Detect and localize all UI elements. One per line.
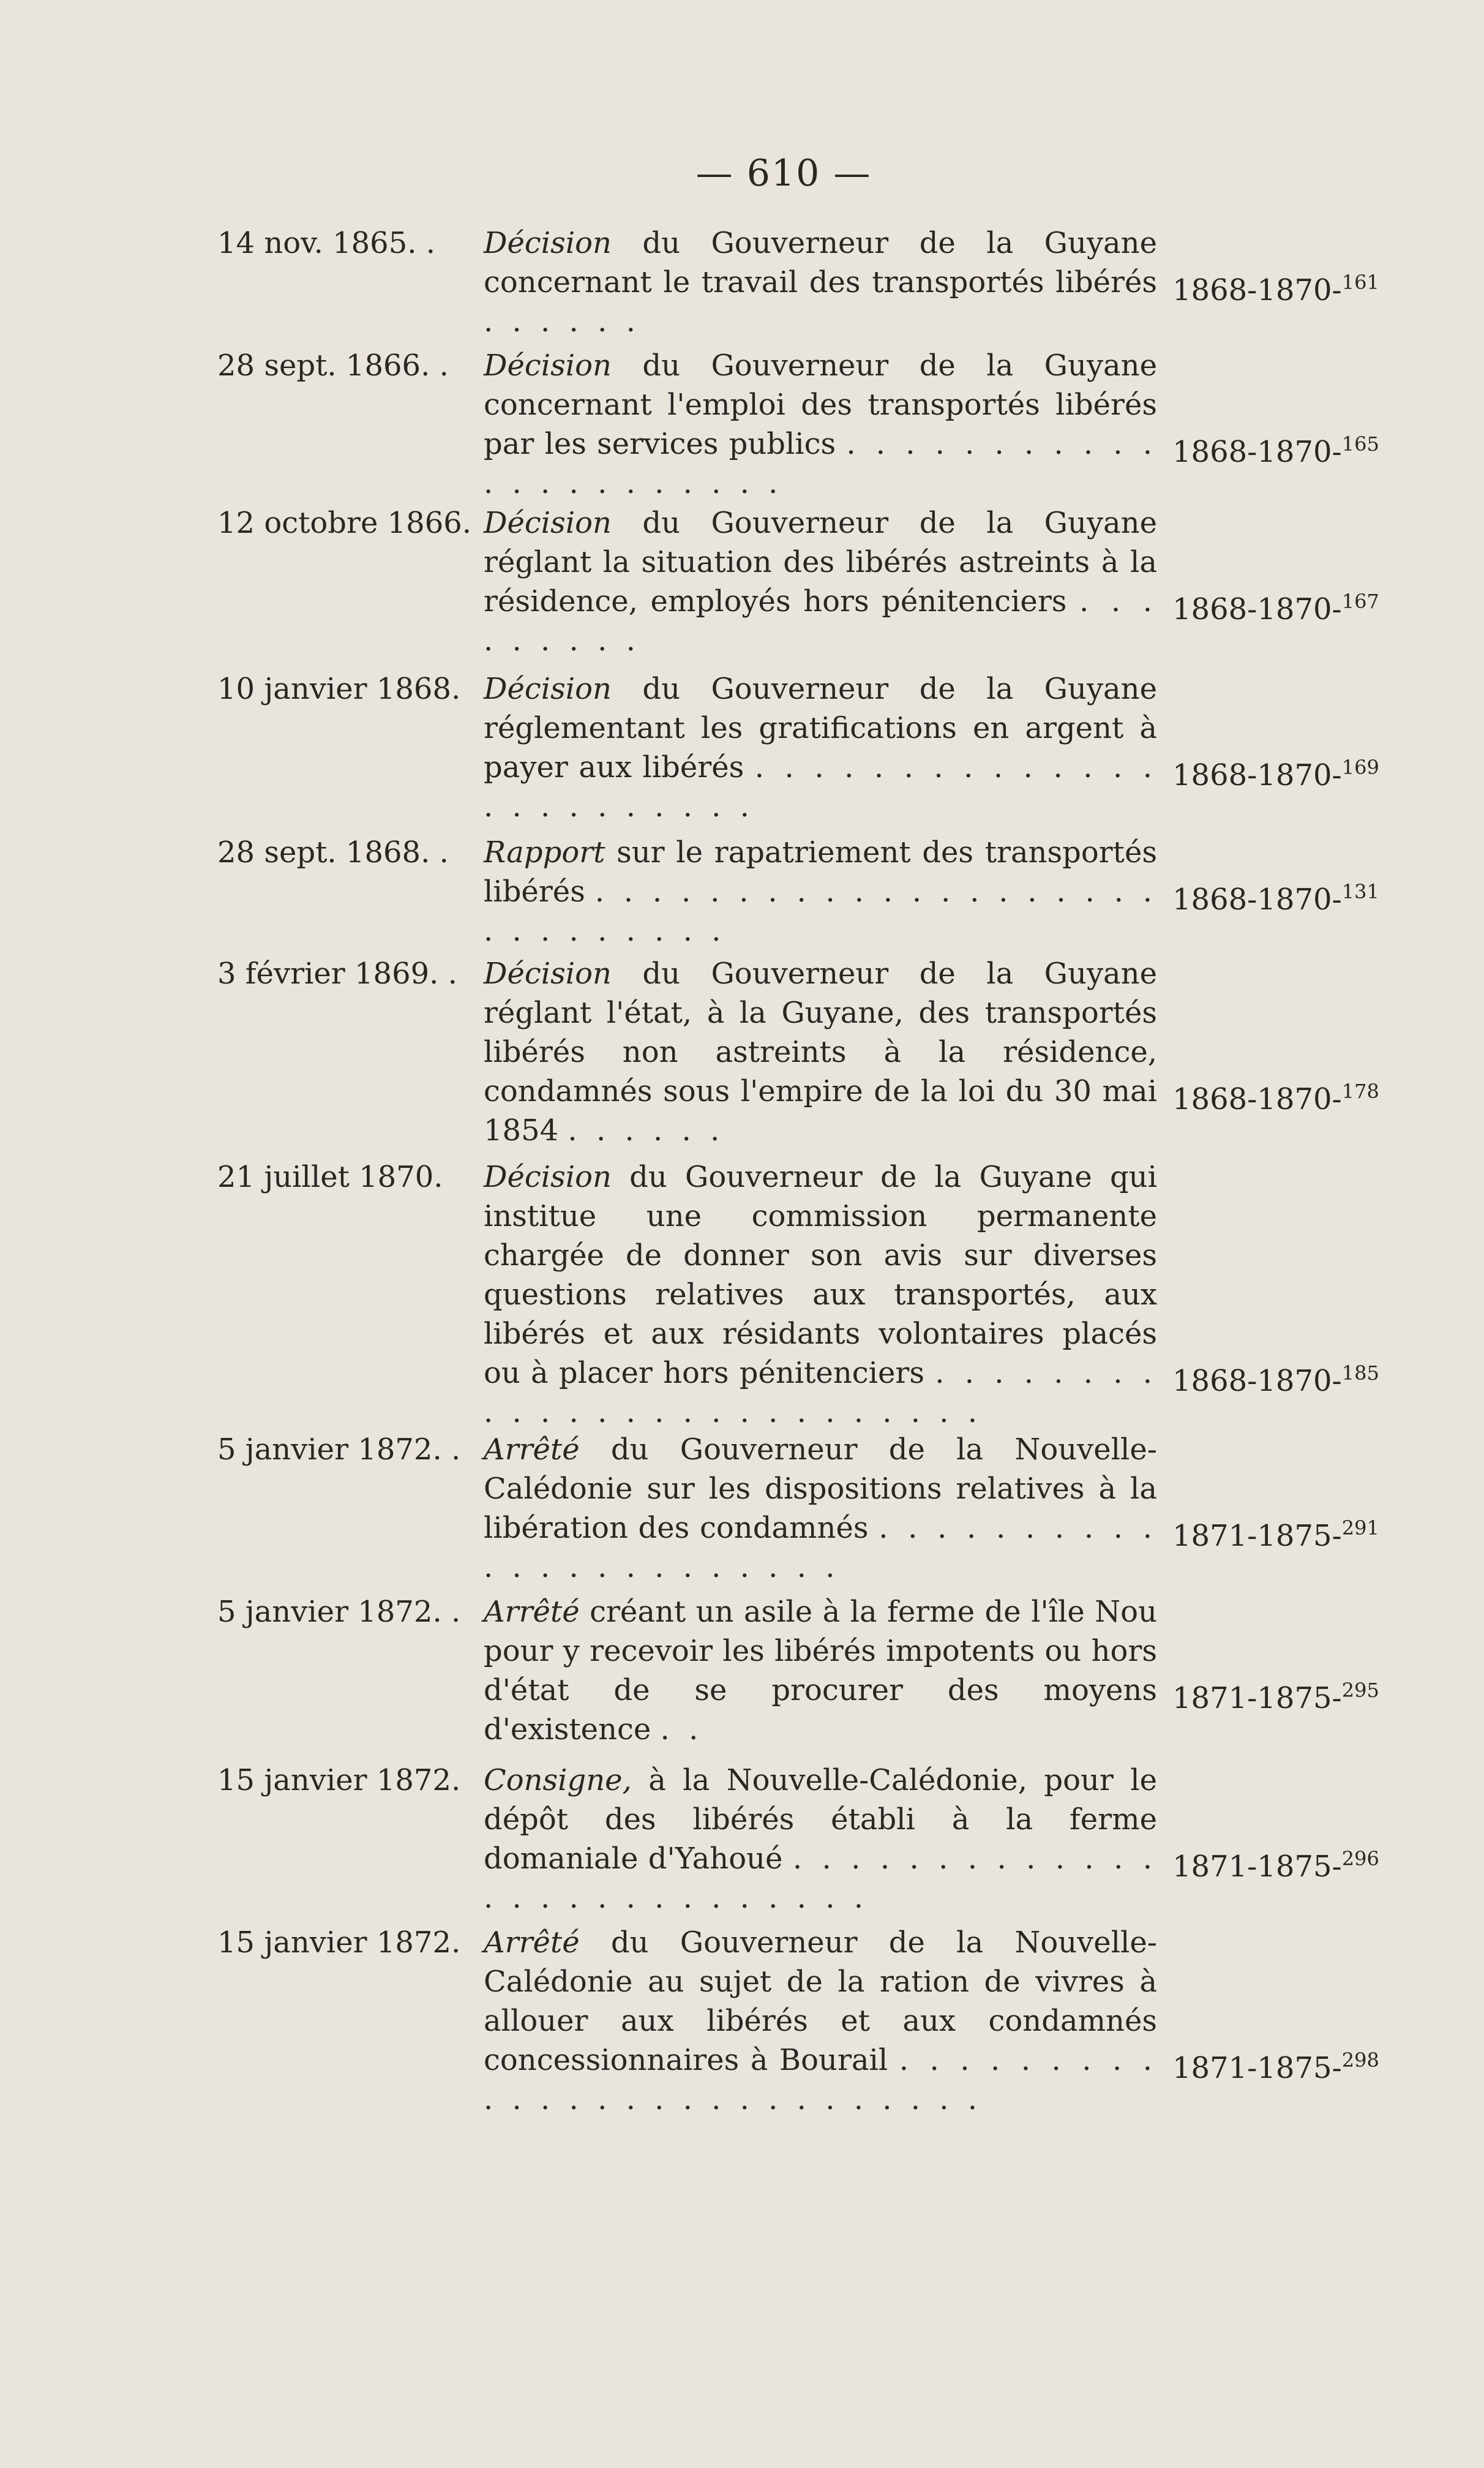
leader-dots: . . . . . . . . . . . . . . . . . . . . . . [484, 427, 1157, 500]
reference-page: 291 [1341, 1516, 1379, 1540]
reference-volume: 1871-1875- [1172, 1681, 1342, 1715]
entry-description [484, 1430, 1157, 1587]
entry-keyword: Décision [484, 348, 612, 383]
reference-page: 161 [1341, 271, 1379, 294]
entry-text: du Gouverneur de la Guyane concernant l'emploi des transportés libérés par les services publics [484, 348, 1157, 461]
reference-volume: 1868-1870- [1172, 435, 1342, 469]
leader-dots: . . . . . . . . . [484, 584, 1157, 658]
entry-description [484, 669, 1157, 826]
entry-description [484, 1923, 1157, 2119]
page-number: — 610 — [695, 152, 872, 195]
entry-date: 28 sept. 1866. . [217, 348, 449, 383]
entry-reference [1172, 748, 1466, 795]
entry-text: créant un asile à la ferme de l'île Nou pour y recevoir les libérés impotents ou hors d'état de se procurer des moyens d'existence [484, 1595, 1157, 1747]
leader-dots: . . . . . . . . . . . . . . . . . . . . . . . . . . . [484, 2043, 1157, 2116]
entry-keyword: Décision [484, 672, 612, 706]
leader-dots: . . . . . . . . . . . . . . . . . . . . . . . . . . . [484, 1842, 1157, 1915]
entry-description [484, 224, 1157, 341]
reference-page: 296 [1341, 1847, 1379, 1870]
reference-volume: 1871-1875- [1172, 1519, 1342, 1553]
entry-keyword: Décision [484, 1160, 612, 1194]
entry-description [484, 954, 1157, 1150]
reference-page: 167 [1341, 590, 1379, 613]
entry-reference [1172, 263, 1466, 310]
entry-text: à la Nouvelle-Calédonie, pour le dépôt des libérés établi à la ferme domaniale d'Yahoué [484, 1763, 1157, 1876]
entry-date: 5 janvier 1872. . [217, 1432, 461, 1467]
entry-keyword: Arrêté [484, 1432, 580, 1467]
reference-volume: 1868-1870- [1172, 273, 1342, 307]
reference-page: 131 [1341, 880, 1379, 903]
entry-date: 12 octobre 1866. [217, 506, 472, 540]
leader-dots: . . . . . . [484, 304, 640, 339]
entry-reference [1172, 2041, 1466, 2088]
entry-reference [1172, 1508, 1466, 1556]
entry-keyword: Décision [484, 506, 612, 540]
entry-description [484, 833, 1157, 950]
entry-reference [1172, 1353, 1466, 1401]
reference-page: 178 [1341, 1080, 1379, 1103]
leader-dots: . . . . . . . . . . . . . . . . . . . . . . . [484, 1511, 1158, 1584]
entry-text: du Gouverneur de la Nouvelle-Calédonie sur les dispositions relatives à la libération des condamnés [484, 1432, 1157, 1545]
entry-description [484, 1761, 1157, 1917]
leader-dots: . . . . . . . . . . . . . . . . . . . . . . . . . . . . . [484, 875, 1157, 948]
leader-dots: . . . . . . . . . . . . . . . . . . . . . . . . [484, 750, 1158, 824]
entry-reference [1172, 582, 1466, 629]
entry-text: sur le rapatriement des transportés libérés [484, 835, 1157, 909]
reference-page: 169 [1341, 756, 1379, 779]
reference-volume: 1871-1875- [1172, 2051, 1342, 2085]
leader-dots: . . [660, 1712, 703, 1747]
reference-page: 298 [1341, 2049, 1379, 2072]
reference-page: 185 [1341, 1361, 1379, 1385]
entry-date: 15 janvier 1872. [217, 1925, 461, 1960]
entry-date: 28 sept. 1868. . [217, 835, 449, 870]
entry-keyword: Décision [484, 226, 612, 260]
entry-text: du Gouverneur de la Guyane réglant l'état, à la Guyane, des transportés libérés non astreints à la résidence, condamnés sous l'empire de la loi du 30 mai 1854 [484, 957, 1157, 1148]
entry-reference [1172, 872, 1466, 919]
reference-volume: 1868-1870- [1172, 758, 1342, 792]
entry-keyword: Rapport [484, 835, 605, 870]
reference-volume: 1868-1870- [1172, 882, 1342, 917]
entry-reference [1172, 424, 1466, 472]
reference-volume: 1868-1870- [1172, 1364, 1342, 1398]
entry-date: 10 janvier 1868. [217, 672, 461, 706]
entry-text: du Gouverneur de la Guyane réglementant les gratifications en argent à payer aux libérés [484, 672, 1157, 784]
entry-description [484, 346, 1157, 503]
entry-date: 3 février 1869. . [217, 957, 457, 991]
entry-date: 5 janvier 1872. . [217, 1595, 461, 1629]
entry-date: 14 nov. 1865. . [217, 226, 436, 260]
leader-dots: . . . . . . . . . . . . . . . . . . . . . . . . . . [484, 1356, 1157, 1429]
entry-reference [1172, 1671, 1466, 1718]
entry-reference [1172, 1072, 1466, 1119]
entry-reference [1172, 1839, 1466, 1886]
entry-keyword: Arrêté [484, 1595, 580, 1629]
entry-text: du Gouverneur de la Nouvelle-Calédonie au sujet de la ration de vivres à allouer aux libérés et aux condamnés concessionnaires à Bourail [484, 1925, 1157, 2077]
entry-keyword: Décision [484, 957, 612, 991]
entry-keyword: Consigne, [484, 1763, 632, 1797]
entry-date: 15 janvier 1872. [217, 1763, 461, 1797]
entry-text: du Gouverneur de la Guyane concernant le travail des transportés libérés [484, 226, 1157, 299]
reference-volume: 1868-1870- [1172, 592, 1342, 626]
reference-volume: 1868-1870- [1172, 1082, 1342, 1116]
reference-page: 295 [1341, 1679, 1379, 1702]
entry-description [484, 503, 1157, 660]
leader-dots: . . . . . . [568, 1113, 725, 1148]
reference-page: 165 [1341, 432, 1379, 456]
entry-text: du Gouverneur de la Guyane qui institue une commission permanente chargée de donner son avis sur diverses questions relatives aux transportés, aux libérés et aux résidants volontaires placés ou à placer hors pénitenciers [484, 1160, 1157, 1390]
entry-description [484, 1592, 1157, 1749]
entry-date: 21 juillet 1870. [217, 1160, 443, 1194]
reference-volume: 1871-1875- [1172, 1849, 1342, 1884]
entry-text: du Gouverneur de la Guyane réglant la situation des libérés astreints à la résidence, employés hors pénitenciers [484, 506, 1157, 619]
entry-description [484, 1157, 1157, 1432]
entry-keyword: Arrêté [484, 1925, 580, 1960]
